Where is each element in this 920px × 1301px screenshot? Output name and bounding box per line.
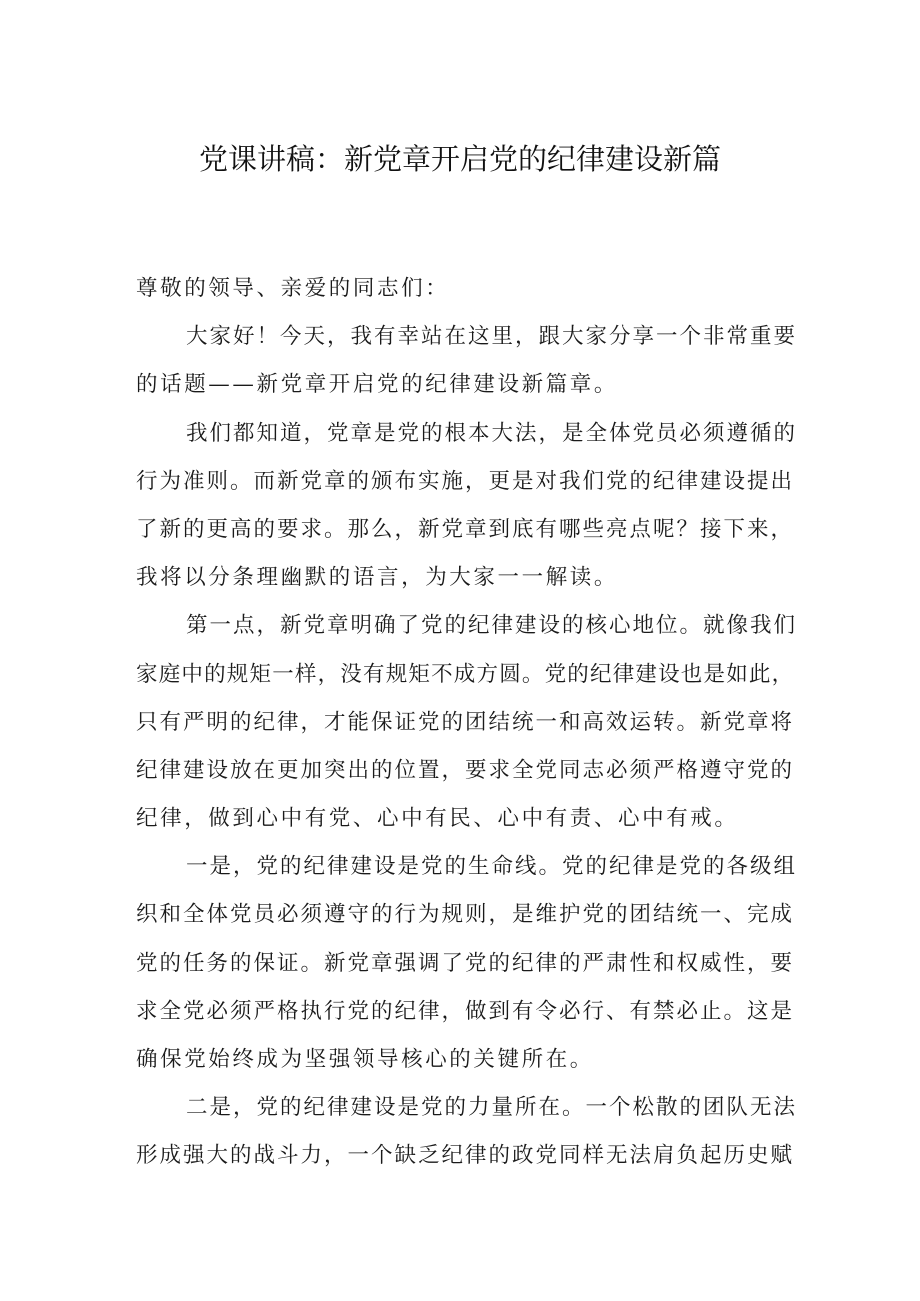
- text-line: 织和全体党员必须遵守的行为规则，是维护党的团结统一、完成: [136, 902, 795, 928]
- text-line: 一是，党的纪律建设是党的生命线。党的纪律是党的各级组: [186, 854, 798, 880]
- text-line: 党的任务的保证。新党章强调了党的纪律的严肃性和权威性，要: [136, 950, 795, 976]
- text-line: 了新的更高的要求。那么，新党章到底有哪些亮点呢？接下来，: [136, 516, 795, 542]
- text-line: 我们都知道，党章是党的根本大法，是全体党员必须遵循的: [186, 420, 798, 446]
- text-line: 行为准则。而新党章的颁布实施，更是对我们党的纪律建设提出: [136, 468, 795, 494]
- text-line: 只有严明的纪律，才能保证党的团结统一和高效运转。新党章将: [136, 709, 795, 735]
- text-line: 大家好！今天，我有幸站在这里，跟大家分享一个非常重要: [186, 324, 798, 350]
- text-line: 我将以分条理幽默的语言，为大家一一解读。: [136, 565, 619, 591]
- text-line: 形成强大的战斗力，一个缺乏纪律的政党同样无法肩负起历史赋: [136, 1143, 795, 1169]
- text-line: 确保党始终成为坚强领导核心的关键所在。: [136, 1047, 594, 1072]
- page-title: 党课讲稿：新党章开启党的纪律建设新篇: [198, 142, 721, 176]
- text-line: 纪律，做到心中有党、心中有民、心中有责、心中有戒。: [136, 806, 739, 832]
- text-line: 家庭中的规矩一样，没有规矩不成方圆。党的纪律建设也是如此，: [136, 661, 795, 687]
- text-line: 纪律建设放在更加突出的位置，要求全党同志必须严格遵守党的: [136, 757, 795, 783]
- text-line: 尊敬的领导、亲爱的同志们：: [136, 276, 450, 301]
- text-line: 的话题——新党章开启党的纪律建设新篇章。: [136, 372, 619, 398]
- text-line: 第一点，新党章明确了党的纪律建设的核心地位。就像我们: [186, 613, 798, 639]
- text-line: 求全党必须严格执行党的纪律，做到有令必行、有禁必止。这是: [136, 998, 795, 1024]
- text-line: 二是，党的纪律建设是党的力量所在。一个松散的团队无法: [186, 1095, 798, 1121]
- document-body: [136, 265, 798, 1181]
